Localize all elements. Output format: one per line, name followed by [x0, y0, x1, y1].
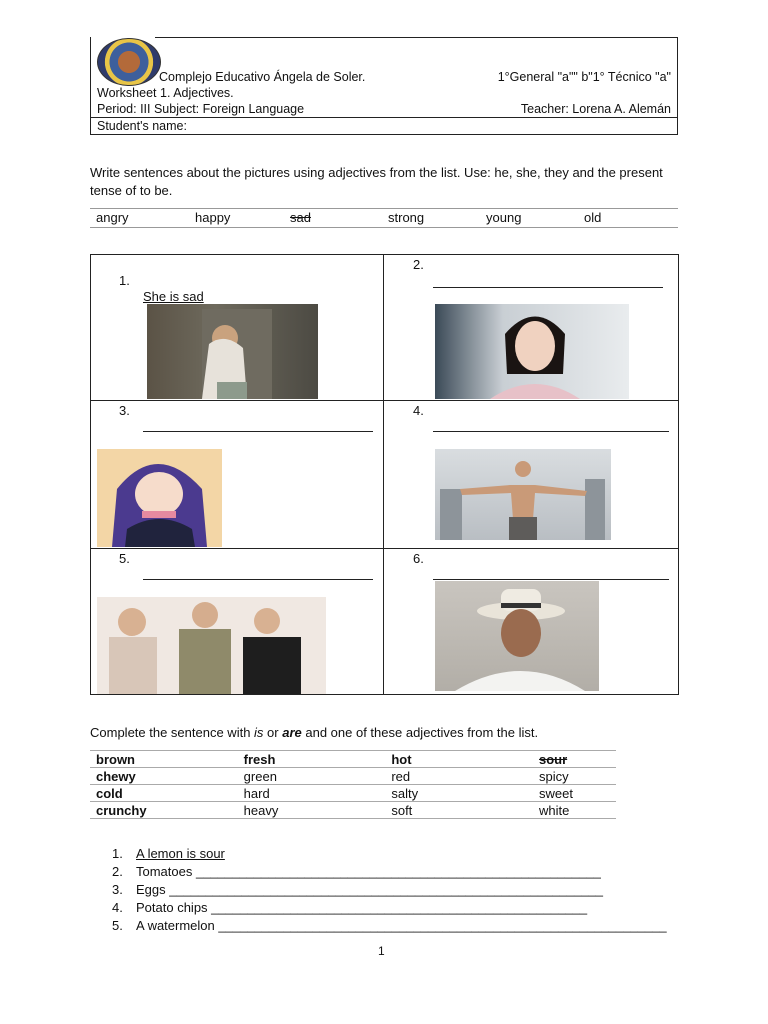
student-name-label: Student's name: [97, 119, 187, 133]
groups: 1°General "a"" b"1° Técnico "a" [497, 70, 671, 84]
section2-instructions: Complete the sentence with is or are and one of these adjectives from the list. [90, 725, 539, 740]
adjective-word: young [486, 210, 522, 225]
answer-blank[interactable] [433, 287, 663, 288]
item-number: 5. [112, 918, 123, 933]
header-box [90, 37, 678, 135]
table-row [90, 751, 616, 768]
old-man-hat-photo [435, 581, 599, 691]
cell-number: 5. [119, 551, 130, 566]
list-item[interactable] [112, 882, 667, 900]
item-text: Tomatoes ________________________________________________________ [136, 864, 601, 879]
example-answer: She is sad [143, 289, 204, 304]
item-number: 4. [112, 900, 123, 915]
cell-number: 4. [413, 403, 424, 418]
list-item[interactable] [112, 864, 667, 882]
item-text: A lemon is sour [136, 846, 225, 861]
adjective-word: old [584, 210, 602, 225]
adjective-word: angry [96, 210, 129, 225]
table-cell: salty [385, 785, 533, 802]
table-cell: white [533, 802, 616, 819]
list-item[interactable] [112, 918, 667, 936]
strong-man-gym-photo [435, 449, 611, 540]
sentence-list [112, 846, 667, 936]
table-cell: brown [90, 751, 238, 768]
item-text: A watermelon ______________________________________________________________ [136, 918, 667, 933]
period-subject: Period: III Subject: Foreign Language [97, 102, 305, 116]
table-cell: sweet [533, 785, 616, 802]
answer-blank[interactable] [433, 579, 669, 580]
teacher: Teacher: Lorena A. Alemán [520, 102, 671, 116]
answer-blank[interactable] [143, 431, 373, 432]
answer-blank[interactable] [433, 431, 669, 432]
item-text: Eggs ____________________________________________________________ [136, 882, 604, 897]
adjective-word: strong [388, 210, 425, 225]
adjective-word: sad [290, 210, 311, 225]
smiling-woman-photo [435, 304, 629, 399]
table-row [90, 768, 616, 785]
table-cell: heavy [238, 802, 386, 819]
item-number: 3. [112, 882, 123, 897]
table-cell: sour [533, 751, 616, 768]
table-cell: hard [238, 785, 386, 802]
table-cell: soft [385, 802, 533, 819]
table-cell: red [385, 768, 533, 785]
table-cell: spicy [533, 768, 616, 785]
angry-anime-girl-photo [97, 449, 222, 547]
page-number: 1 [378, 944, 385, 958]
cell-number: 2. [413, 257, 424, 272]
table-row [90, 802, 616, 819]
cell-number: 3. [119, 403, 130, 418]
sad-girl-photo [147, 304, 318, 399]
section1-instructions: Write sentences about the pictures using adjectives from the list. Use: he, she, they and the present tense of to be. [90, 165, 663, 198]
list-item[interactable] [112, 846, 667, 864]
picture-grid [90, 254, 679, 695]
table-cell: hot [385, 751, 533, 768]
school-name: Complejo Educativo Ángela de Soler. [159, 70, 366, 84]
table-cell: chewy [90, 768, 238, 785]
adjective-word: happy [195, 210, 231, 225]
table-cell: crunchy [90, 802, 238, 819]
list-item[interactable] [112, 900, 667, 918]
adjective-table [90, 750, 616, 819]
answer-blank[interactable] [143, 579, 373, 580]
adjective-word-list [96, 210, 676, 225]
table-cell: fresh [238, 751, 386, 768]
item-number: 1. [112, 846, 123, 861]
item-number: 2. [112, 864, 123, 879]
table-row [90, 785, 616, 802]
cell-number: 1. [119, 273, 130, 288]
school-logo-icon [97, 38, 161, 86]
table-cell: green [238, 768, 386, 785]
cell-number: 6. [413, 551, 424, 566]
table-cell: cold [90, 785, 238, 802]
item-text: Potato chips ____________________________________________________ [136, 900, 588, 915]
worksheet-title: Worksheet 1. Adjectives. [97, 86, 234, 100]
young-men-photo [97, 597, 326, 694]
